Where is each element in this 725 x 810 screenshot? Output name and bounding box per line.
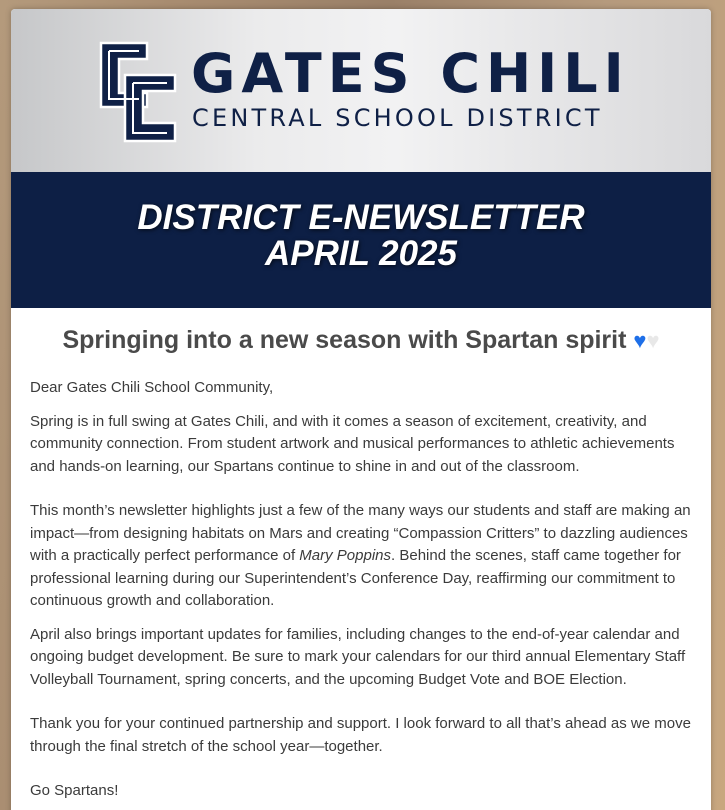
blue-heart-icon: ♥ bbox=[633, 328, 647, 353]
greeting: Dear Gates Chili School Community, bbox=[30, 379, 274, 396]
gc-logo-icon bbox=[97, 37, 181, 145]
paragraph-3: April also brings important updates for families, including changes to the end-of-year calendar and ongoing budget development. Be sure to mark your calendars for our third annual Elementary Staff Volleyball Tournament, spring concerts, and the upcoming Budget Vote and BOE Election. bbox=[30, 625, 686, 688]
article-headline bbox=[30, 326, 692, 355]
article-body bbox=[11, 308, 711, 803]
newsletter-card bbox=[11, 9, 711, 810]
paragraph-4: Thank you for your continued partnership and support. I look forward to all that’s ahead as we move through the final stretch of the school year—together. bbox=[30, 715, 691, 755]
white-heart-icon: ♥ bbox=[646, 328, 660, 353]
paragraph-2-text-b: . Behind the scenes, staff came together for professional learning during our Superintendent’s Conference Day, reaffirming our commitment to continuous growth and collaboration. bbox=[30, 547, 681, 609]
banner-date: APRIL 2025 bbox=[265, 234, 457, 273]
brand-subtitle: CENTRAL SCHOOL DISTRICT bbox=[192, 104, 603, 132]
brand-name: GATES CHILI bbox=[191, 42, 630, 105]
show-title: Mary Poppins bbox=[299, 547, 392, 564]
newsletter-banner bbox=[11, 172, 711, 308]
district-header bbox=[11, 9, 711, 172]
paragraph-2-text-a: This month’s newsletter highlights just a few of the many ways our students and staff are making an impact—from designing habitats on Mars and creating “Compassion Critters” to dazzling audiences with a practically perfect performance of bbox=[30, 502, 691, 564]
banner-title: DISTRICT E-NEWSLETTER bbox=[137, 198, 585, 237]
paragraph-1: Spring is in full swing at Gates Chili, and with it comes a season of excitement, creativity, and community connection. From student artwork and musical performances to athletic achievements and hands-on learning, our Spartans continue to shine in and out of the classroom. bbox=[30, 412, 675, 475]
paragraph-2 bbox=[30, 500, 692, 613]
closing: Go Spartans! bbox=[30, 782, 119, 799]
headline-text: Springing into a new season with Spartan spirit bbox=[62, 326, 627, 354]
